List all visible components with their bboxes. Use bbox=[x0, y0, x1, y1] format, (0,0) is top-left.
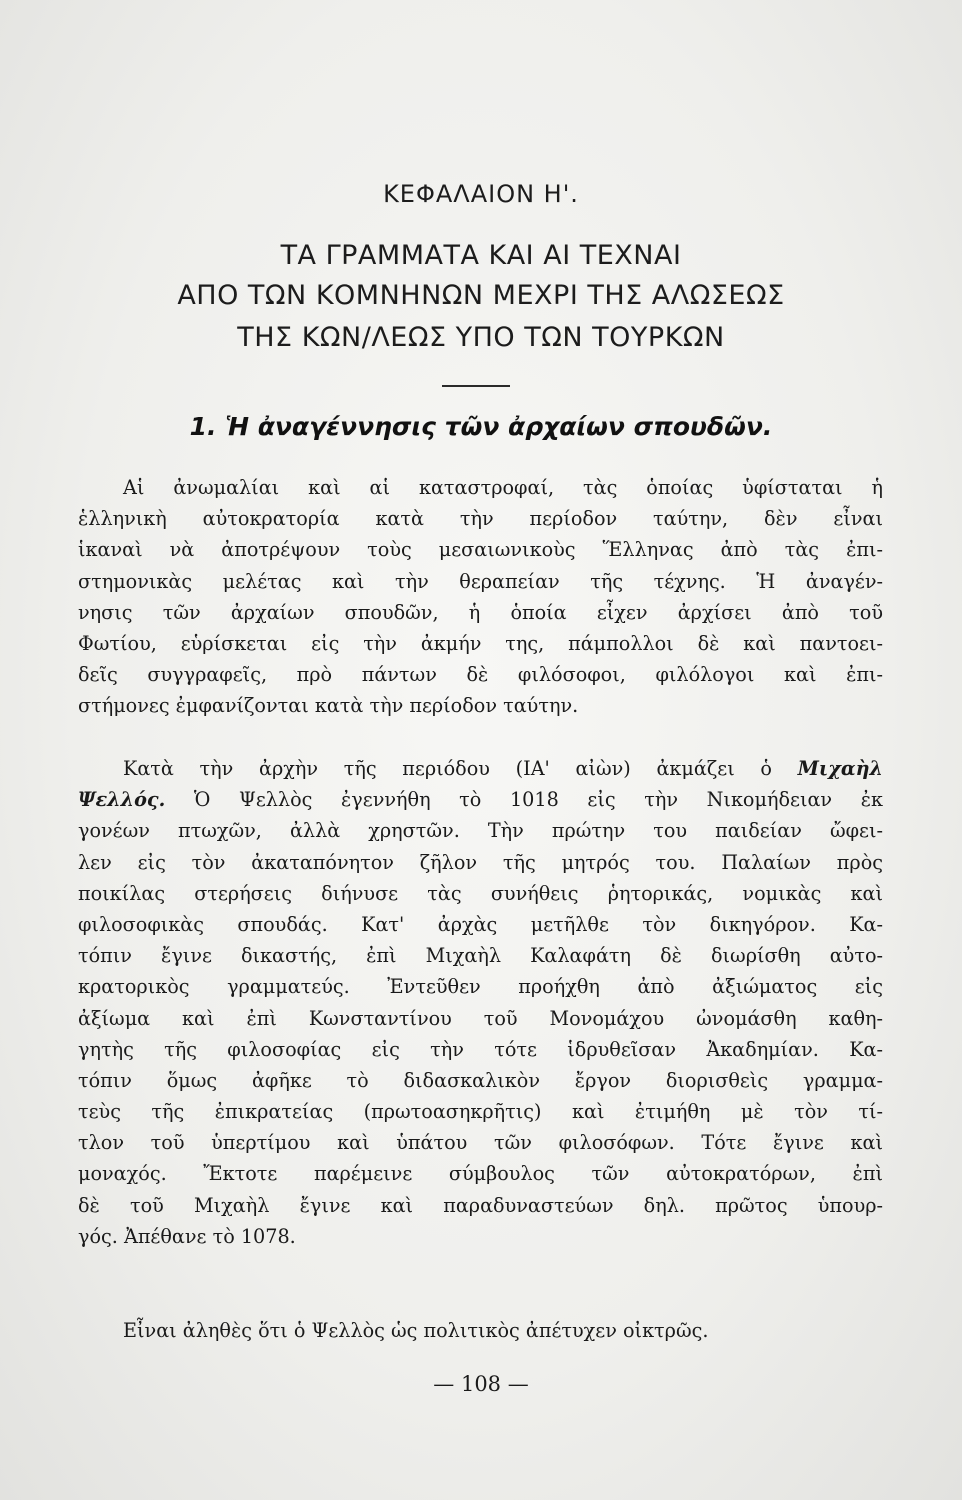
text-line: Εἶναι ἀληθὲς ὅτι ὁ Ψελλὸς ὡς πολιτικὸς ἀπέτυχεν οἰκτρῶς. bbox=[123, 1319, 709, 1342]
text-line: δεῖς συγγραφεῖς, πρὸ πάντων δὲ φιλόσοφοι, φιλόλογοι καὶ ἐπι- bbox=[78, 663, 883, 687]
text-line: γός. Ἀπέθανε τὸ 1078. bbox=[78, 1224, 296, 1248]
text-line: ἱκαναὶ νὰ ἀποτρέψουν τοὺς μεσαιωνικοὺς Ἕλληνας ἀπὸ τὰς ἐπι- bbox=[78, 538, 883, 562]
divider-rule bbox=[442, 385, 510, 387]
text-line: φιλοσοφικὰς σπουδάς. Κατ' ἀρχὰς μετῆλθε τὸν δικηγόρον. Κα- bbox=[78, 912, 883, 936]
page-number: — 108 — bbox=[433, 1372, 529, 1396]
text-line: ἀξίωμα καὶ ἐπὶ Κωνσταντίνου τοῦ Μονομάχου ὠνομάσθη καθη- bbox=[78, 1006, 883, 1030]
chapter-title-line-3: ΤΗΣ ΚΩΝ/ΛΕΩΣ ΥΠΟ ΤΩΝ ΤΟΥΡΚΩΝ bbox=[237, 322, 725, 353]
text-line: γονέων πτωχῶν, ἀλλὰ χρηστῶν. Τὴν πρώτην του παιδείαν ὤφει- bbox=[78, 819, 883, 843]
text-line: ἑλληνικὴ αὐτοκρατορία κατὰ τὴν περίοδον ταύτην, δὲν εἶναι bbox=[78, 507, 883, 531]
text-line: στημονικὰς μελέτας καὶ τὴν θεραπείαν τῆς τέχνης. Ἡ ἀναγέν- bbox=[78, 569, 883, 593]
chapter-title-line-1: ΤΑ ΓΡΑΜΜΑΤΑ ΚΑΙ ΑΙ ΤΕΧΝΑΙ bbox=[280, 240, 682, 271]
text-line: Αἱ ἀνωμαλίαι καὶ αἱ καταστροφαί, τὰς ὁποίας ὑφίσταται ἡ bbox=[123, 476, 883, 499]
person-name: Μιχαὴλ bbox=[797, 757, 883, 780]
text-line: νησις τῶν ἀρχαίων σπουδῶν, ἡ ὁποία εἶχεν ἀρχίσει ἀπὸ τοῦ bbox=[78, 600, 883, 624]
text-line: τεὺς τῆς ἐπικρατείας (πρωτοασηκρῆτις) καὶ ἐτιμήθη μὲ τὸν τί- bbox=[78, 1100, 883, 1124]
text-line: τλον τοῦ ὑπερτίμου καὶ ὑπάτου τῶν φιλοσόφων. Τότε ἔγινε καὶ bbox=[78, 1131, 883, 1155]
chapter-label: ΚΕΦΑΛΑΙΟΝ Η'. bbox=[383, 180, 579, 208]
text-line: κρατορικὸς γραμματεύς. Ἐντεῦθεν προήχθη ἀπὸ ἀξιώματος εἰς bbox=[78, 975, 883, 999]
text-line bbox=[78, 784, 883, 815]
paragraph-2 bbox=[78, 753, 883, 1252]
text-line: τόπιν ἔγινε δικαστής, ἐπὶ Μιχαὴλ Καλαφάτη δὲ διωρίσθη αὐτο- bbox=[78, 944, 883, 968]
chapter-title-line-2: ΑΠΟ ΤΩΝ ΚΟΜΝΗΝΩΝ ΜΕΧΡΙ ΤΗΣ ΑΛΩΣΕΩΣ bbox=[177, 280, 785, 311]
text-line: στήμονες ἐμφανίζονται κατὰ τὴν περίοδον ταύτην. bbox=[78, 694, 579, 718]
text-line: ποικίλας στερήσεις διήνυσε τὰς συνήθεις ῥητορικάς, νομικὰς καὶ bbox=[78, 881, 883, 905]
paragraph-3 bbox=[78, 1315, 883, 1346]
person-name: Ψελλός. bbox=[78, 788, 166, 812]
paragraph-1 bbox=[78, 472, 883, 722]
text-line: μοναχός. Ἔκτοτε παρέμεινε σύμβουλος τῶν αὐτοκρατόρων, ἐπὶ bbox=[78, 1162, 883, 1186]
text-line: τόπιν ὅμως ἀφῆκε τὸ διδασκαλικὸν ἔργον διορισθεὶς γραμμα- bbox=[78, 1068, 883, 1092]
text-line: δὲ τοῦ Μιχαὴλ ἔγινε καὶ παραδυναστεύων δηλ. πρῶτος ὑπουρ- bbox=[78, 1193, 883, 1217]
text-line: γητὴς τῆς φιλοσοφίας εἰς τὴν τότε ἱδρυθεῖσαν Ἀκαδημίαν. Κα- bbox=[78, 1037, 883, 1061]
text-line bbox=[78, 753, 883, 784]
section-heading: 1. Ἡ ἀναγέννησις τῶν ἀρχαίων σπουδῶν. bbox=[189, 412, 773, 441]
text-line: Φωτίου, εὑρίσκεται εἰς τὴν ἀκμήν της, πάμπολλοι δὲ καὶ παντοει- bbox=[78, 631, 883, 655]
text-segment: Κατὰ τὴν ἀρχὴν τῆς περιόδου (ΙΑ' αἰὼν) ἀκμάζει ὁ bbox=[123, 757, 772, 780]
text-segment: Ὁ Ψελλὸς ἐγεννήθη τὸ 1018 εἰς τὴν Νικομήδειαν ἐκ bbox=[193, 788, 883, 812]
text-line: λεν εἰς τὸν ἀκαταπόνητον ζῆλον τῆς μητρός του. Παλαίων πρὸς bbox=[78, 850, 883, 874]
